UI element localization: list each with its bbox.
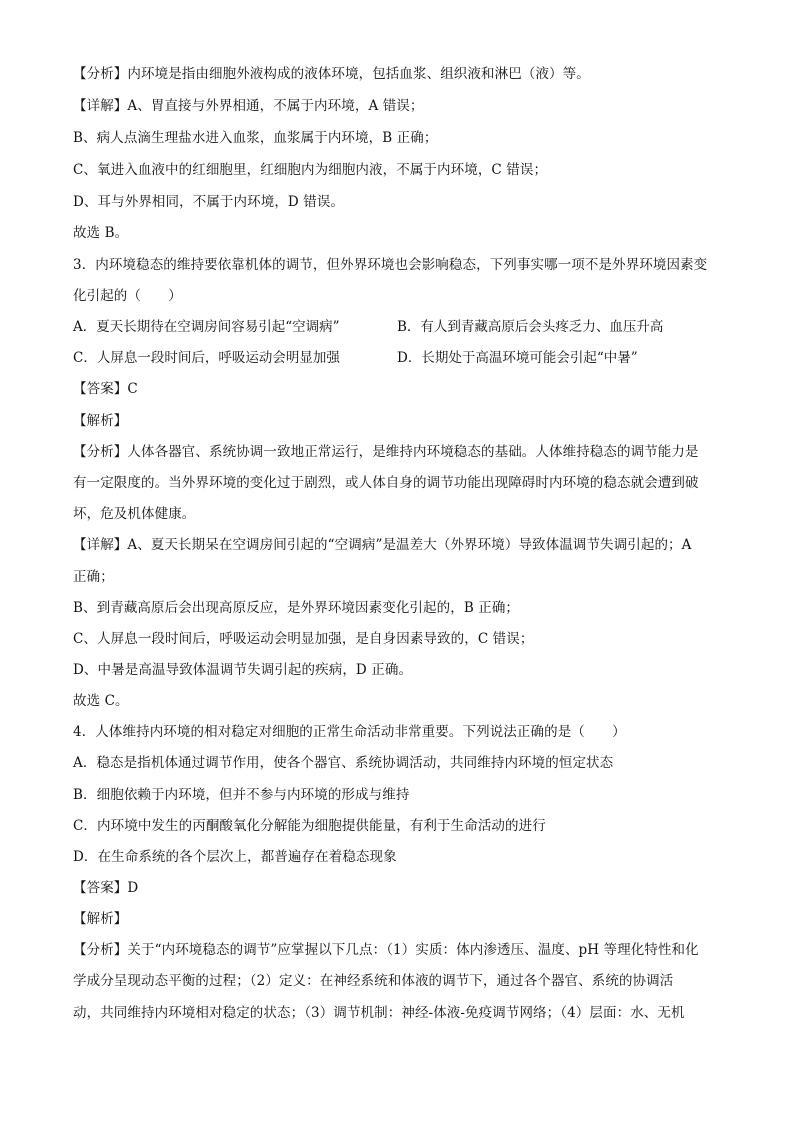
question-4-option-c: C．内环境中发生的丙酮酸氧化分解能为细胞提供能量，有利于生命活动的进行: [73, 818, 546, 834]
question-4-stem: 4．人体维持内环境的相对稳定对细胞的正常生命活动非常重要。下列说法正确的是（ ）: [73, 724, 626, 740]
detail-line: B、病人点滴生理盐水进入血浆，血浆属于内环境，B 正确；: [73, 130, 438, 146]
question-3-stem: 3．内环境稳态的维持要依靠机体的调节，但外界环境也会影响稳态，下列事实哪一项不是外界环境因素变: [73, 257, 708, 273]
detail-line: B、到青藏高原后会出现高原反应，是外界环境因素变化引起的，B 正确；: [73, 600, 520, 616]
analysis-line: 【分析】关于“内环境稳态的调节”应掌握以下几点：（1）实质：体内渗透压、温度、pH 等理化特性和化: [73, 942, 699, 958]
analysis-line: 【分析】人体各器官、系统协调一致地正常运行，是维持内环境稳态的基础。人体维持稳态的调节能力是: [73, 444, 699, 460]
analysis-line: 有一定限度的。当外界环境的变化过于剧烈，或人体自身的调节功能出现障碍时内环境的稳态就会遭到破: [73, 475, 699, 491]
question-3-option-a: A．夏天长期待在空调房间容易引起“空调病”: [73, 319, 340, 335]
detail-line: C、人屏息一段时间后，呼吸运动会明显加强，是自身因素导致的，C 错误；: [73, 631, 534, 647]
explanation-label: 【解析】: [73, 413, 128, 429]
question-3-option-c: C．人屏息一段时间后，呼吸运动会明显加强: [73, 350, 340, 366]
detail-line: C、氧进入血液中的红细胞里，红细胞内为细胞内液，不属于内环境，C 错误；: [73, 162, 548, 178]
question-3-stem: 化引起的（ ）: [73, 288, 182, 304]
explanation-label: 【解析】: [73, 911, 128, 927]
detail-line: 【详解】A、胃直接与外界相通，不属于内环境，A 错误；: [73, 98, 424, 114]
detail-line: D、耳与外界相同，不属于内环境，D 错误。: [73, 194, 345, 210]
analysis-line: 动，共同维持内环境相对稳定的状态；（3）调节机制：神经-体液-免疫调节网络；（4）层面：水、无机: [73, 1005, 685, 1021]
question-3-option-d: D．长期处于高温环境可能会引起“中暑”: [397, 350, 638, 366]
detail-line: 【详解】A、夏天长期呆在空调房间引起的“空调病”是温差大（外界环境）导致体温调节失调引起的；A: [73, 537, 692, 553]
question-4-option-b: B．细胞依赖于内环境，但并不参与内环境的形成与维持: [73, 787, 410, 803]
analysis-line: 坏，危及机体健康。: [73, 506, 196, 522]
question-3-option-b: B．有人到青藏高原后会头疼乏力、血压升高: [397, 319, 664, 335]
answer-label: 【答案】D: [73, 880, 139, 896]
answer-label: 【答案】C: [73, 381, 138, 397]
conclusion-line: 故选 C。: [73, 693, 129, 709]
analysis-line: 【分析】内环境是指由细胞外液构成的液体环境，包括血浆、组织液和淋巴（液）等。: [73, 66, 590, 82]
question-4-option-a: A．稳态是指机体通过调节作用，使各个器官、系统协调活动，共同维持内环境的恒定状态: [73, 755, 614, 771]
conclusion-line: 故选 B。: [73, 225, 129, 241]
detail-line: D、中暑是高温导致体温调节失调引起的疾病，D 正确。: [73, 662, 413, 678]
analysis-line: 学成分呈现动态平衡的过程；（2）定义：在神经系统和体液的调节下，通过各个器官、系统的协调活: [73, 973, 674, 989]
detail-line: 正确；: [73, 569, 114, 585]
question-4-option-d: D．在生命系统的各个层次上，都普遍存在着稳态现象: [73, 849, 397, 865]
